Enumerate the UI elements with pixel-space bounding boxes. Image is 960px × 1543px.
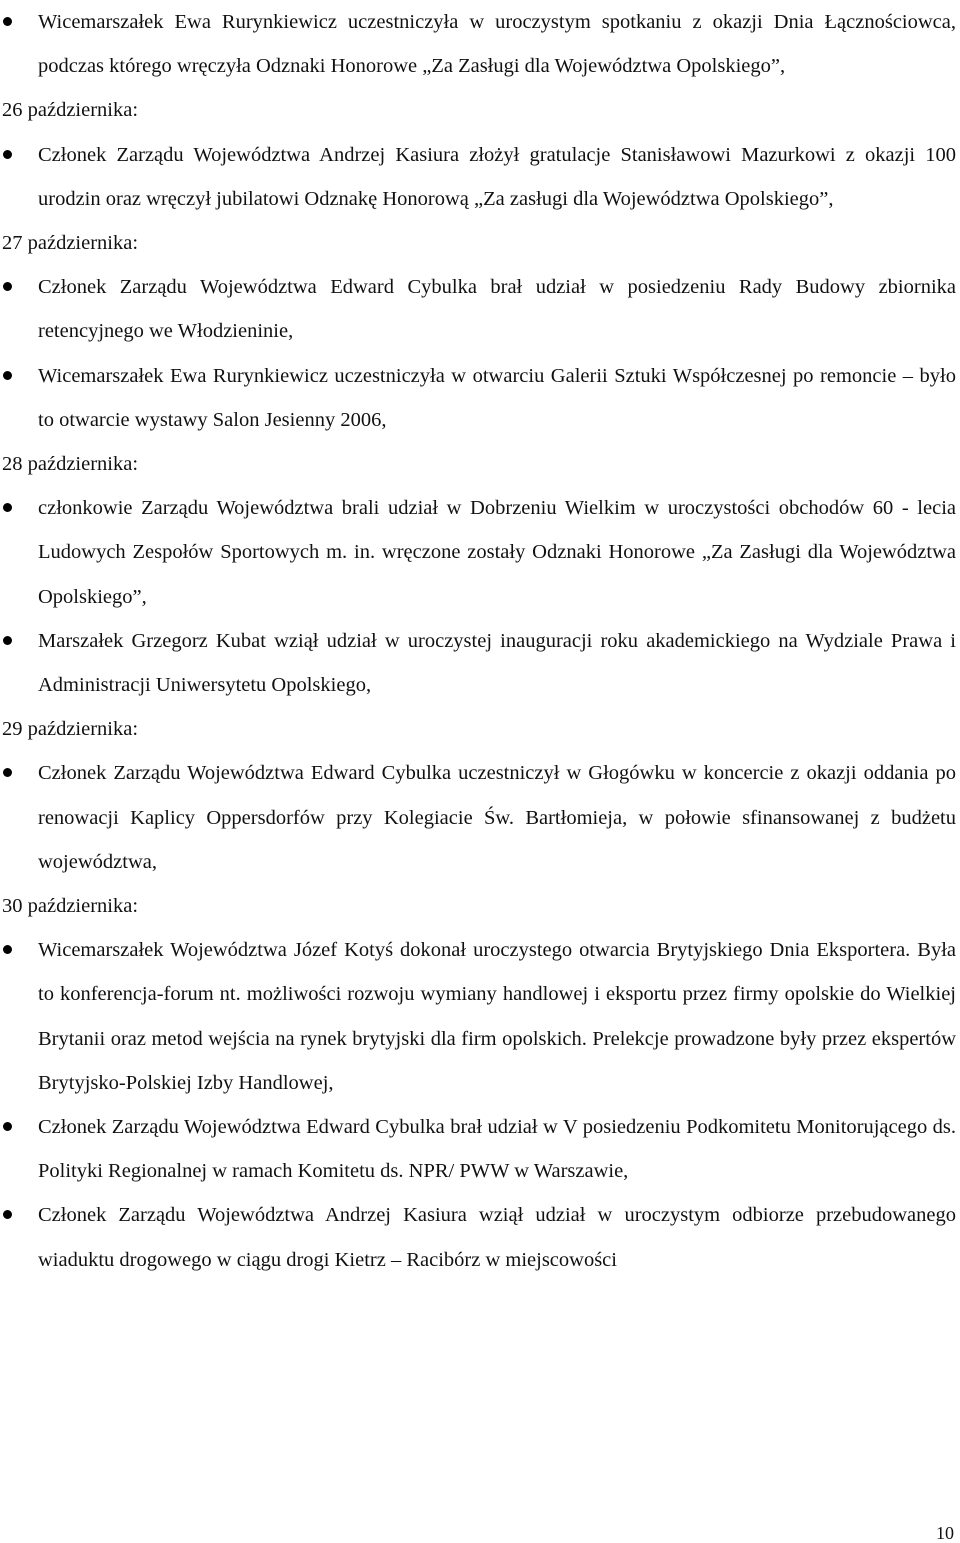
bullet-icon — [3, 768, 12, 777]
event-text: Członek Zarządu Województwa Andrzej Kasiura złożył gratulacje Stanisławowi Mazurkowi z okazji 100 urodzin oraz wręczył jubilatowi Odznakę Honorową „Za zasługi dla Województwa Opolskiego”, — [38, 143, 956, 210]
date-heading: 27 października: — [2, 232, 139, 254]
event-item — [0, 1193, 960, 1281]
bullet-icon — [3, 636, 12, 645]
bullet-icon — [3, 371, 12, 380]
event-item — [0, 619, 960, 707]
bullet-icon — [3, 282, 12, 291]
event-item — [0, 265, 960, 353]
date-heading: 30 października: — [2, 895, 139, 917]
event-text: Wicemarszałek Województwa Józef Kotyś dokonał uroczystego otwarcia Brytyjskiego Dnia Eksportera. Była to konferencja-forum nt. możliwości rozwoju wymiany handlowej i eksportu przez firmy opolskie do Wielkiej Brytanii oraz metod wejścia na rynek brytyjski dla firm opolskich. Prelekcje prowadzone były przez ekspertów Brytyjsko-Polskiej Izby Handlowej, — [38, 939, 956, 1094]
event-text: Członek Zarządu Województwa Edward Cybulka brał udział w V posiedzeniu Podkomitetu Monitorującego ds. Polityki Regionalnej w ramach Komitetu ds. NPR/ PWW w Warszawie, — [38, 1116, 956, 1183]
event-list-5 — [0, 751, 960, 884]
event-item — [0, 928, 960, 1105]
bullet-icon — [3, 150, 12, 159]
event-text: członkowie Zarządu Województwa brali udział w Dobrzeniu Wielkim w uroczystości obchodów 60 - lecia Ludowych Zespołów Sportowych m. in. wręczone zostały Odznaki Honorowe „Za Zasługi dla Województwa Opolskiego”, — [38, 497, 956, 608]
event-list-3 — [0, 265, 960, 442]
bullet-icon — [3, 1210, 12, 1219]
event-text: Członek Zarządu Województwa Andrzej Kasiura wziął udział w uroczystym odbiorze przebudowanego wiaduktu drogowego w ciągu drogi Kietrz – Racibórz w miejscowości — [38, 1204, 956, 1271]
bullet-icon — [3, 503, 12, 512]
event-text: Członek Zarządu Województwa Edward Cybulka brał udział w posiedzeniu Rady Budowy zbiornika retencyjnego we Włodzieninie, — [38, 276, 956, 343]
bullet-icon — [3, 1122, 12, 1131]
event-list-2 — [0, 133, 960, 221]
event-text: Członek Zarządu Województwa Edward Cybulka uczestniczył w Głogówku w koncercie z okazji oddania po renowacji Kaplicy Oppersdorfów przy Kolegiacie Św. Bartłomieja, w połowie sfinansowanej z budżetu województwa, — [38, 762, 956, 873]
date-heading: 26 października: — [2, 99, 139, 122]
event-item — [0, 133, 960, 221]
event-list-6 — [0, 928, 960, 1282]
event-list-4 — [0, 486, 960, 707]
event-item — [0, 486, 960, 619]
page-number: 10 — [936, 1523, 954, 1543]
date-heading: 28 października: — [2, 453, 139, 475]
date-heading: 29 października: — [2, 718, 139, 741]
event-item — [0, 751, 960, 884]
event-text: Wicemarszałek Ewa Rurynkiewicz uczestniczyła w otwarciu Galerii Sztuki Współczesnej po remoncie – było to otwarcie wystawy Salon Jesienny 2006, — [38, 364, 956, 431]
bullet-icon — [3, 945, 12, 954]
bullet-icon — [3, 17, 12, 26]
event-text: Marszałek Grzegorz Kubat wziął udział w uroczystej inauguracji roku akademickiego na Wydziale Prawa i Administracji Uniwersytetu Opolskiego, — [38, 629, 956, 696]
event-list-1 — [0, 0, 960, 88]
event-item — [0, 354, 960, 442]
event-text: Wicemarszałek Ewa Rurynkiewicz uczestniczyła w uroczystym spotkaniu z okazji Dnia Łącznościowca, podczas którego wręczyła Odznaki Honorowe „Za Zasługi dla Województwa Opolskiego”, — [38, 11, 956, 78]
event-item — [0, 0, 960, 88]
event-item — [0, 1105, 960, 1193]
